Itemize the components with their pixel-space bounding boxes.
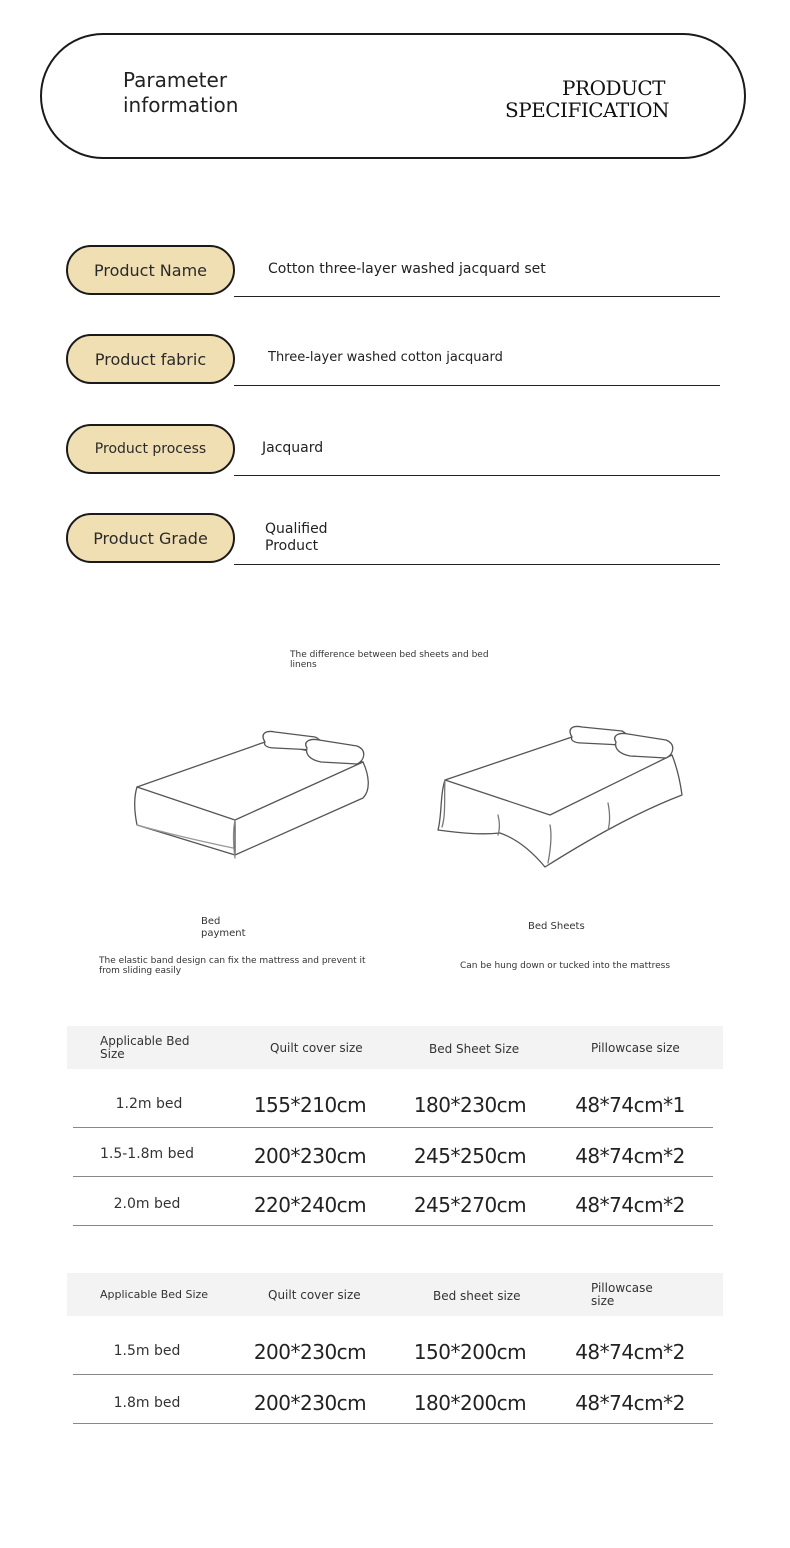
table-cell: 1.5m bed <box>113 1343 181 1359</box>
divider <box>234 564 720 565</box>
spec-title-line2: SPECIFICATION <box>505 98 670 122</box>
table-cell: 245*250cm <box>413 1144 527 1168</box>
size-table-1-header <box>67 1026 723 1069</box>
table-cell: 155*210cm <box>253 1093 367 1117</box>
table-cell: 48*74cm*2 <box>575 1391 685 1415</box>
table-cell: 48*74cm*2 <box>575 1144 685 1168</box>
table-cell: 48*74cm*2 <box>575 1340 685 1364</box>
fitted-sheet-description: The elastic band design can fix the mattress and prevent it from sliding easily <box>99 956 366 976</box>
fitted-sheet-illustration <box>125 720 385 870</box>
table-cell: 1.2m bed <box>115 1096 183 1112</box>
flat-sheet-label: Bed Sheets <box>528 921 585 932</box>
table-cell: 1.8m bed <box>113 1395 181 1411</box>
table-cell: 48*74cm*2 <box>575 1193 685 1217</box>
table-cell: 200*230cm <box>253 1144 367 1168</box>
row-divider <box>73 1127 713 1128</box>
table-cell: 180*200cm <box>413 1391 527 1415</box>
param-row-process <box>66 424 720 476</box>
flat-sheet-description: Can be hung down or tucked into the mattress <box>460 961 671 971</box>
table-cell: 1.5-1.8m bed <box>99 1146 195 1162</box>
fitted-sheet-label-line1: Bed <box>201 916 221 927</box>
param-value-process: Jacquard <box>262 440 324 456</box>
column-header-quilt: Quilt cover size <box>270 1041 363 1055</box>
row-divider <box>73 1225 713 1226</box>
row-divider <box>73 1423 713 1424</box>
param-value-fabric: Three-layer washed cotton jacquard <box>268 350 503 365</box>
param-value-grade <box>265 521 328 555</box>
flat-sheet-illustration <box>430 715 690 880</box>
divider <box>234 385 720 386</box>
column-header-bed-size: Applicable Bed Size <box>100 1034 190 1061</box>
param-row-fabric <box>66 334 720 386</box>
fitted-sheet-label-line2: payment <box>201 928 246 939</box>
param-label-process: Product process <box>66 424 235 474</box>
illustration-title: The difference between bed sheets and bed linens <box>290 650 489 670</box>
table-cell: 245*270cm <box>413 1193 527 1217</box>
spec-title <box>505 76 670 122</box>
table-cell: 2.0m bed <box>113 1196 181 1212</box>
param-label-grade: Product Grade <box>66 513 235 563</box>
param-row-name <box>66 245 720 297</box>
table-cell: 200*230cm <box>253 1340 367 1364</box>
column-header-pillowcase: Pillowcase size <box>591 1041 680 1055</box>
column-header-quilt: Quilt cover size <box>268 1288 361 1302</box>
fitted-sheet-label <box>201 916 246 940</box>
spec-title-line1: PRODUCT <box>562 76 665 100</box>
param-label-fabric: Product fabric <box>66 334 235 384</box>
size-table-2-header <box>67 1273 723 1316</box>
page-title <box>123 68 323 118</box>
table-cell: 200*230cm <box>253 1391 367 1415</box>
table-cell: 48*74cm*1 <box>575 1093 685 1117</box>
divider <box>234 475 720 476</box>
param-value-name: Cotton three-layer washed jacquard set <box>268 261 546 277</box>
column-header-pillowcase: Pillowcase size <box>591 1281 653 1308</box>
divider <box>234 296 720 297</box>
row-divider <box>73 1176 713 1177</box>
table-cell: 220*240cm <box>253 1193 367 1217</box>
column-header-sheet: Bed Sheet Size <box>429 1042 520 1056</box>
param-value-grade-line1: Qualified <box>265 521 328 537</box>
table-cell: 150*200cm <box>413 1340 527 1364</box>
param-value-grade-line2: Product <box>265 538 319 554</box>
param-label-name: Product Name <box>66 245 235 295</box>
param-row-grade <box>66 513 720 565</box>
column-header-bed-size: Applicable Bed Size <box>100 1288 209 1301</box>
page-title-line2: information <box>123 93 239 117</box>
column-header-sheet: Bed sheet size <box>433 1289 521 1303</box>
table-cell: 180*230cm <box>413 1093 527 1117</box>
row-divider <box>73 1374 713 1375</box>
page-title-line1: Parameter <box>123 68 228 92</box>
